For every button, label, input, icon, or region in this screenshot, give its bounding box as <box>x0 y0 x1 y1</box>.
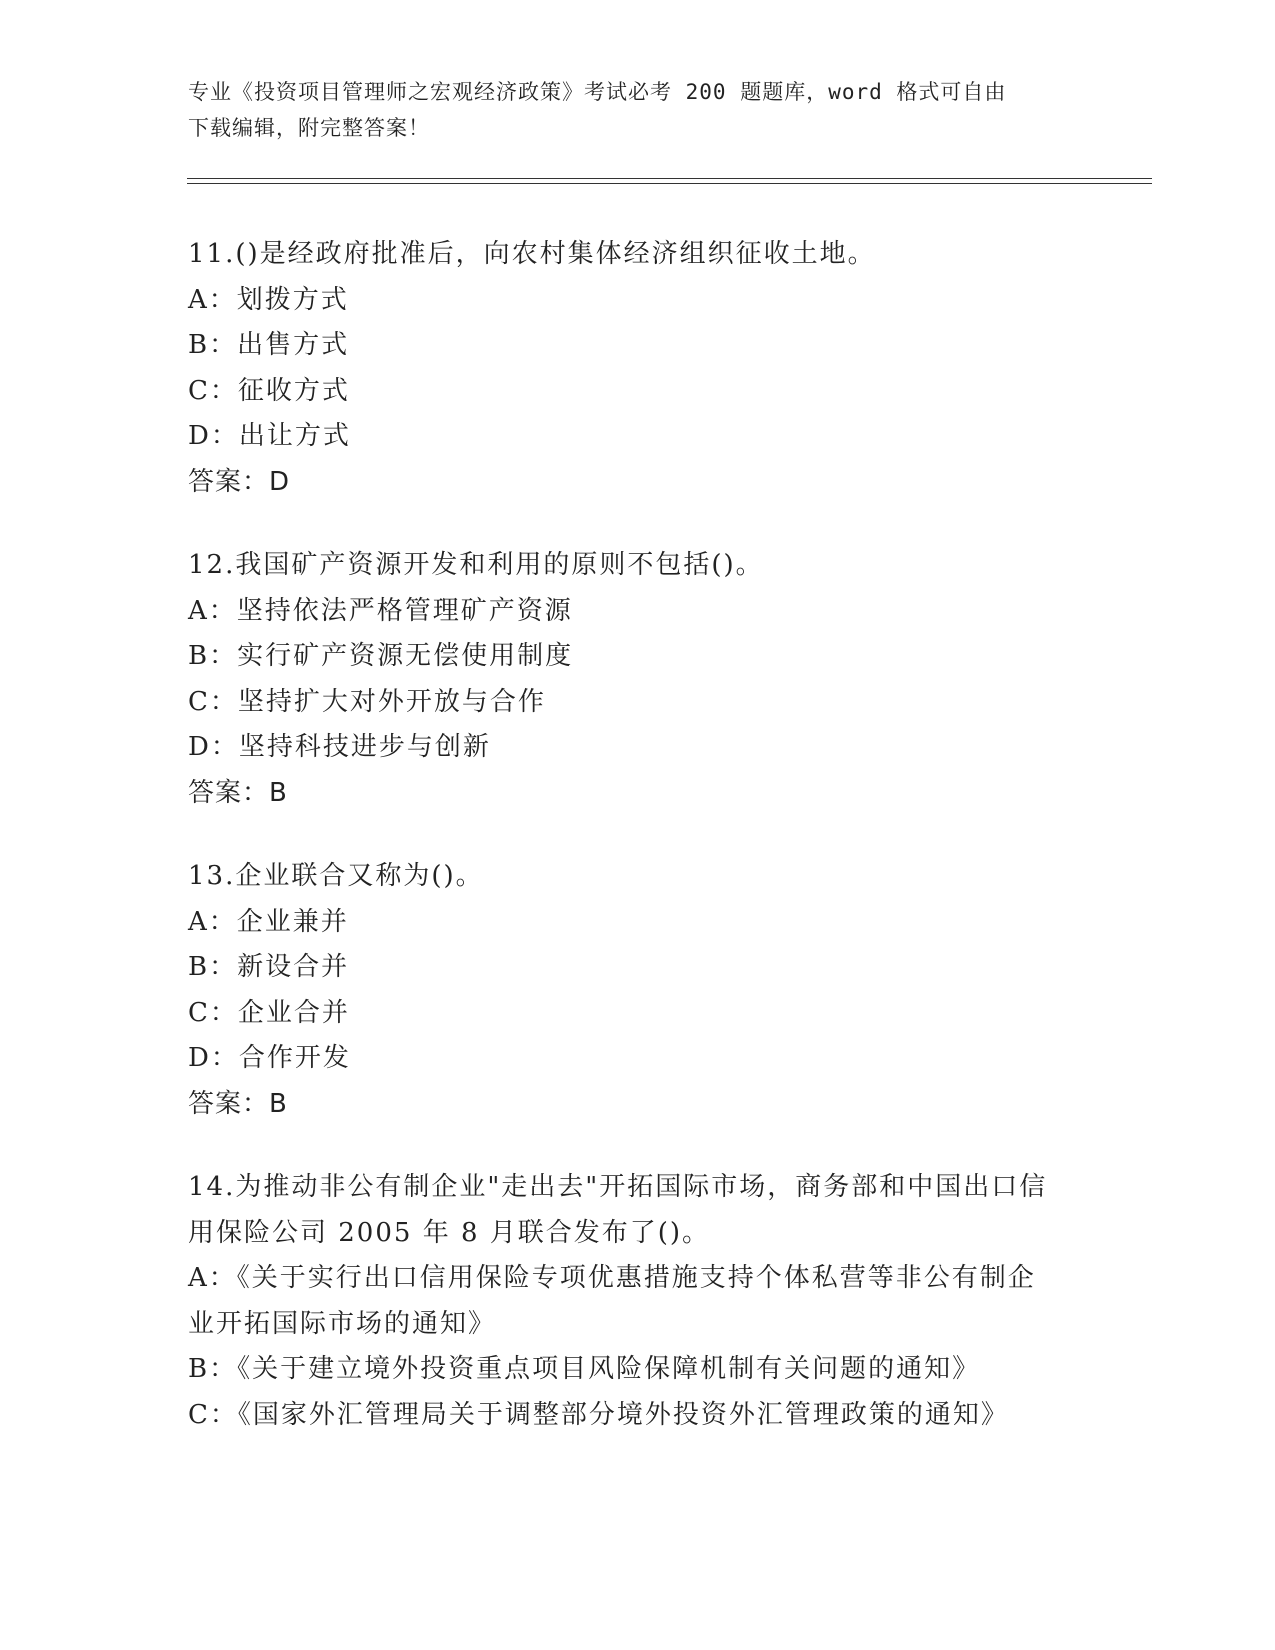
answer: 答案：D <box>188 466 291 497</box>
option-c: C：《国家外汇管理局关于调整部分境外投资外汇管理政策的通知》 <box>188 1399 1009 1430</box>
option-a: A：企业兼并 <box>188 906 349 937</box>
answer: 答案：B <box>188 777 288 808</box>
header-line-2: 下载编辑，附完整答案！ <box>188 116 430 140</box>
question-stem: 12.我国矿产资源开发和利用的原则不包括()。 <box>188 550 764 580</box>
question-13 <box>188 854 1088 1127</box>
question-list <box>188 232 1088 1476</box>
question-11 <box>188 232 1088 505</box>
answer: 答案：B <box>188 1088 288 1119</box>
option-a-line-1: A：《关于实行出口信用保险专项优惠措施支持个体私营等非公有制企 <box>188 1263 1036 1293</box>
option-b: B：实行矿产资源无偿使用制度 <box>188 641 574 671</box>
question-stem: 11.()是经政府批准后，向农村集体经济组织征收土地。 <box>188 239 876 269</box>
option-b: B：《关于建立境外投资重点项目风险保障机制有关问题的通知》 <box>188 1354 981 1384</box>
question-12 <box>188 543 1088 816</box>
option-a: A：划拨方式 <box>188 284 349 315</box>
question-14 <box>188 1165 1088 1438</box>
header-divider-bottom <box>187 183 1152 184</box>
document-header <box>188 74 1088 146</box>
question-stem-line-1: 14.为推动非公有制企业"走出去"开拓国际市场，商务部和中国出口信 <box>188 1172 1048 1202</box>
question-stem: 13.企业联合又称为()。 <box>188 861 484 891</box>
option-b: B：新设合并 <box>188 952 350 982</box>
option-d: D：出让方式 <box>188 421 351 451</box>
header-divider-top <box>187 178 1152 179</box>
option-c: C：坚持扩大对外开放与合作 <box>188 686 546 717</box>
option-c: C：征收方式 <box>188 375 350 406</box>
option-c: C：企业合并 <box>188 997 350 1028</box>
option-d: D：合作开发 <box>188 1043 351 1073</box>
option-a-line-2: 业开拓国际市场的通知》 <box>188 1308 497 1339</box>
header-line-1: 专业《投资项目管理师之宏观经济政策》考试必考 200 题题库，word 格式可自由 <box>188 80 1007 104</box>
option-d: D：坚持科技进步与创新 <box>188 732 491 762</box>
option-b: B：出售方式 <box>188 330 350 360</box>
question-stem-line-2: 用保险公司 2005 年 8 月联合发布了()。 <box>188 1217 711 1248</box>
option-a: A：坚持依法严格管理矿产资源 <box>188 595 573 626</box>
